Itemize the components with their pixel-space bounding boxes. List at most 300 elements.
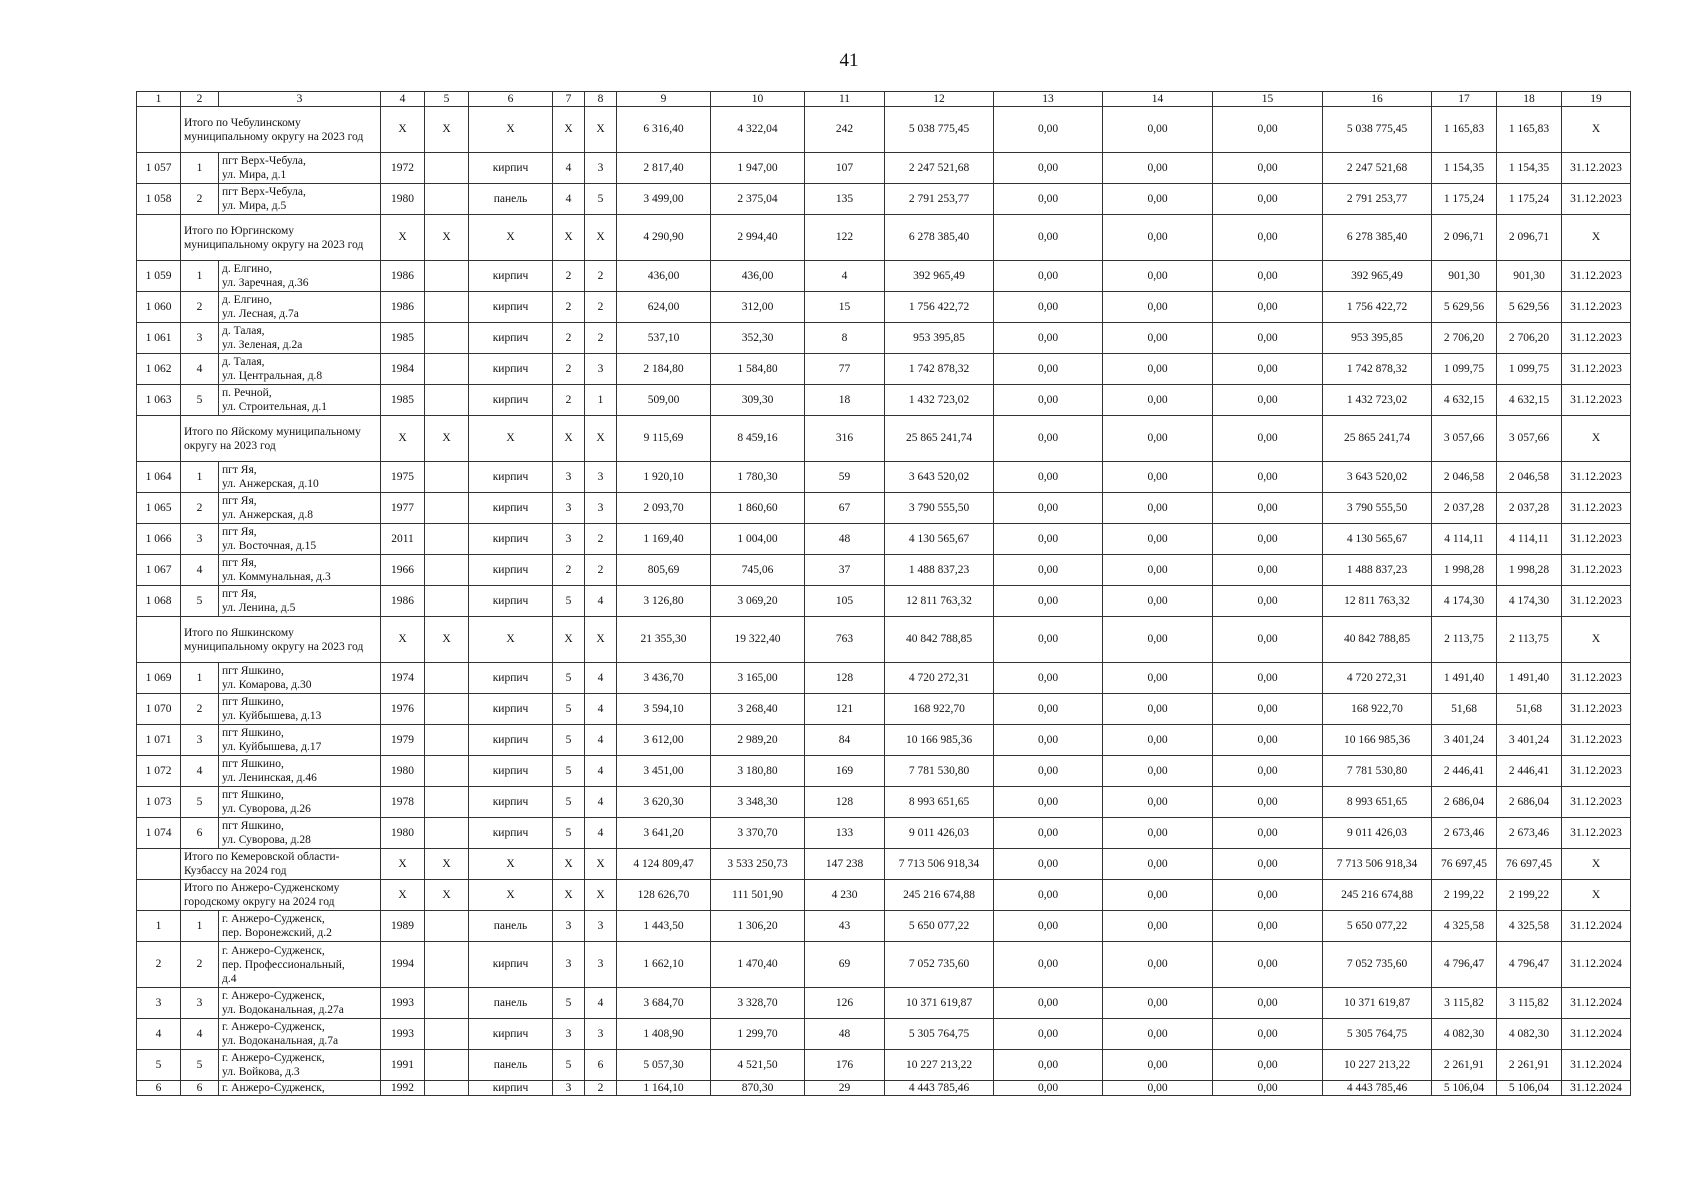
cell-col-11: 8	[805, 323, 885, 354]
header-cell: 2	[181, 92, 219, 107]
cell-col-10: 2 375,04	[711, 184, 805, 215]
cell-col-8: 2	[585, 555, 617, 586]
cell-col-19: 31.12.2023	[1562, 261, 1631, 292]
header-cell: 6	[469, 92, 553, 107]
cell-col-6: кирпич	[469, 153, 553, 184]
cell-col-5	[425, 292, 469, 323]
cell-col-13: 0,00	[994, 107, 1103, 153]
cell-col-12: 40 842 788,85	[885, 617, 994, 663]
cell-col-9: 6 316,40	[617, 107, 711, 153]
cell-col-19: 31.12.2023	[1562, 354, 1631, 385]
cell-col-5	[425, 663, 469, 694]
row-number-cell: 1 069	[137, 663, 181, 694]
cell-col-17: 2 446,41	[1432, 756, 1497, 787]
table-row	[137, 184, 1631, 215]
cell-col-13: 0,00	[994, 462, 1103, 493]
row-number-cell: 1 073	[137, 787, 181, 818]
cell-col-19: 31.12.2023	[1562, 725, 1631, 756]
cell-col-10: 3 328,70	[711, 988, 805, 1019]
cell-col-10: 1 947,00	[711, 153, 805, 184]
address-cell: пгт Яя, ул. Ленина, д.5	[219, 586, 381, 617]
cell-col-8: 4	[585, 818, 617, 849]
cell-col-16: 4 443 785,46	[1323, 1081, 1432, 1096]
cell-col-8: X	[585, 215, 617, 261]
cell-col-19: X	[1562, 849, 1631, 880]
cell-col-19: 31.12.2024	[1562, 1050, 1631, 1081]
cell-col-7: 5	[553, 1050, 585, 1081]
table-row	[137, 725, 1631, 756]
cell-col-11: 107	[805, 153, 885, 184]
cell-col-6: панель	[469, 1050, 553, 1081]
cell-col-18: 4 114,11	[1497, 524, 1562, 555]
table-row	[137, 385, 1631, 416]
row-number-cell: 1 062	[137, 354, 181, 385]
address-cell: д. Елгино, ул. Заречная, д.36	[219, 261, 381, 292]
cell-col-11: 4	[805, 261, 885, 292]
local-number-cell: 1	[181, 663, 219, 694]
cell-col-7: 4	[553, 153, 585, 184]
cell-col-16: 1 488 837,23	[1323, 555, 1432, 586]
cell-col-16: 7 781 530,80	[1323, 756, 1432, 787]
cell-col-10: 870,30	[711, 1081, 805, 1096]
cell-col-10: 111 501,90	[711, 880, 805, 911]
cell-col-14: 0,00	[1103, 215, 1213, 261]
cell-col-9: 805,69	[617, 555, 711, 586]
cell-col-13: 0,00	[994, 942, 1103, 988]
cell-col-12: 12 811 763,32	[885, 586, 994, 617]
cell-col-15: 0,00	[1213, 725, 1323, 756]
cell-col-14: 0,00	[1103, 942, 1213, 988]
header-cell: 17	[1432, 92, 1497, 107]
address-cell: пгт Яшкино, ул. Суворова, д.26	[219, 787, 381, 818]
table-row	[137, 694, 1631, 725]
cell-col-8: 4	[585, 586, 617, 617]
cell-col-11: 763	[805, 617, 885, 663]
cell-col-12: 9 011 426,03	[885, 818, 994, 849]
cell-col-14: 0,00	[1103, 107, 1213, 153]
local-number-cell: 3	[181, 323, 219, 354]
cell-col-15: 0,00	[1213, 524, 1323, 555]
cell-col-19: 31.12.2023	[1562, 524, 1631, 555]
cell-col-15: 0,00	[1213, 988, 1323, 1019]
cell-col-9: 5 057,30	[617, 1050, 711, 1081]
cell-col-11: 122	[805, 215, 885, 261]
cell-col-9: 1 164,10	[617, 1081, 711, 1096]
total-label-cell: Итого по Кемеровской области-Кузбассу на 2024 год	[181, 849, 381, 880]
cell-col-8: X	[585, 416, 617, 462]
cell-col-12: 4 443 785,46	[885, 1081, 994, 1096]
cell-col-13: 0,00	[994, 818, 1103, 849]
cell-col-15: 0,00	[1213, 1050, 1323, 1081]
cell-col-10: 1 004,00	[711, 524, 805, 555]
cell-col-8: 4	[585, 756, 617, 787]
cell-col-14: 0,00	[1103, 617, 1213, 663]
cell-col-12: 5 038 775,45	[885, 107, 994, 153]
cell-col-8: X	[585, 880, 617, 911]
cell-col-14: 0,00	[1103, 462, 1213, 493]
cell-col-11: 126	[805, 988, 885, 1019]
cell-col-12: 2 247 521,68	[885, 153, 994, 184]
row-number-cell: 2	[137, 942, 181, 988]
cell-col-10: 8 459,16	[711, 416, 805, 462]
cell-col-6: X	[469, 215, 553, 261]
cell-col-19: 31.12.2024	[1562, 911, 1631, 942]
address-cell: пгт Яя, ул. Восточная, д.15	[219, 524, 381, 555]
row-number-cell: 1 061	[137, 323, 181, 354]
cell-col-8: 4	[585, 694, 617, 725]
cell-col-9: 1 408,90	[617, 1019, 711, 1050]
cell-col-16: 5 650 077,22	[1323, 911, 1432, 942]
cell-col-5: X	[425, 107, 469, 153]
cell-col-8: 3	[585, 911, 617, 942]
cell-col-18: 4 796,47	[1497, 942, 1562, 988]
cell-col-6: кирпич	[469, 586, 553, 617]
local-number-cell: 4	[181, 1019, 219, 1050]
address-cell: г. Анжеро-Судженск,	[219, 1081, 381, 1096]
cell-col-4: 1980	[381, 818, 425, 849]
row-number-cell: 1 064	[137, 462, 181, 493]
cell-col-13: 0,00	[994, 261, 1103, 292]
cell-col-13: 0,00	[994, 725, 1103, 756]
cell-col-8: 3	[585, 1019, 617, 1050]
row-number-cell: 1 059	[137, 261, 181, 292]
cell-col-18: 4 325,58	[1497, 911, 1562, 942]
cell-col-8: 4	[585, 725, 617, 756]
cell-col-14: 0,00	[1103, 725, 1213, 756]
table-row	[137, 787, 1631, 818]
cell-col-7: 3	[553, 462, 585, 493]
cell-col-7: 4	[553, 184, 585, 215]
cell-col-5	[425, 694, 469, 725]
cell-col-13: 0,00	[994, 323, 1103, 354]
row-number-cell: 1 068	[137, 586, 181, 617]
cell-col-8: X	[585, 849, 617, 880]
cell-col-18: 2 113,75	[1497, 617, 1562, 663]
cell-col-8: 3	[585, 493, 617, 524]
cell-col-4: X	[381, 215, 425, 261]
cell-col-10: 2 994,40	[711, 215, 805, 261]
cell-col-19: 31.12.2024	[1562, 988, 1631, 1019]
total-row	[137, 107, 1631, 153]
cell-col-14: 0,00	[1103, 787, 1213, 818]
cell-col-7: 2	[553, 292, 585, 323]
header-cell: 18	[1497, 92, 1562, 107]
address-cell: пгт Верх-Чебула, ул. Мира, д.1	[219, 153, 381, 184]
cell-col-19: 31.12.2023	[1562, 756, 1631, 787]
cell-col-15: 0,00	[1213, 849, 1323, 880]
cell-col-17: 4 114,11	[1432, 524, 1497, 555]
cell-col-14: 0,00	[1103, 880, 1213, 911]
cell-col-15: 0,00	[1213, 555, 1323, 586]
cell-col-6: кирпич	[469, 323, 553, 354]
cell-col-17: 1 165,83	[1432, 107, 1497, 153]
cell-col-13: 0,00	[994, 663, 1103, 694]
cell-col-14: 0,00	[1103, 1019, 1213, 1050]
cell-col-17: 2 706,20	[1432, 323, 1497, 354]
cell-col-4: 1974	[381, 663, 425, 694]
cell-col-11: 48	[805, 1019, 885, 1050]
local-number-cell: 1	[181, 462, 219, 493]
table-row	[137, 1050, 1631, 1081]
cell-col-17: 3 401,24	[1432, 725, 1497, 756]
header-cell: 15	[1213, 92, 1323, 107]
cell-col-16: 10 371 619,87	[1323, 988, 1432, 1019]
table-row	[137, 354, 1631, 385]
cell-col-6: кирпич	[469, 818, 553, 849]
header-cell: 5	[425, 92, 469, 107]
cell-col-16: 25 865 241,74	[1323, 416, 1432, 462]
cell-col-11: 135	[805, 184, 885, 215]
cell-col-14: 0,00	[1103, 261, 1213, 292]
cell-col-19: 31.12.2023	[1562, 462, 1631, 493]
cell-col-6: кирпич	[469, 292, 553, 323]
address-cell: пгт Яя, ул. Анжерская, д.10	[219, 462, 381, 493]
cell-col-15: 0,00	[1213, 787, 1323, 818]
cell-col-6: панель	[469, 988, 553, 1019]
cell-col-12: 6 278 385,40	[885, 215, 994, 261]
cell-col-7: 3	[553, 911, 585, 942]
cell-col-12: 1 488 837,23	[885, 555, 994, 586]
cell-col-8: 3	[585, 942, 617, 988]
cell-col-4: 1980	[381, 184, 425, 215]
table-row	[137, 555, 1631, 586]
cell-col-14: 0,00	[1103, 663, 1213, 694]
cell-col-13: 0,00	[994, 586, 1103, 617]
cell-col-13: 0,00	[994, 694, 1103, 725]
cell-col-6: кирпич	[469, 493, 553, 524]
empty-cell	[137, 849, 181, 880]
cell-col-5: X	[425, 849, 469, 880]
header-cell: 12	[885, 92, 994, 107]
cell-col-12: 1 742 878,32	[885, 354, 994, 385]
local-number-cell: 2	[181, 292, 219, 323]
cell-col-15: 0,00	[1213, 942, 1323, 988]
cell-col-19: X	[1562, 617, 1631, 663]
cell-col-9: 624,00	[617, 292, 711, 323]
local-number-cell: 2	[181, 942, 219, 988]
cell-col-9: 3 499,00	[617, 184, 711, 215]
cell-col-13: 0,00	[994, 1019, 1103, 1050]
local-number-cell: 1	[181, 153, 219, 184]
cell-col-9: 128 626,70	[617, 880, 711, 911]
cell-col-14: 0,00	[1103, 849, 1213, 880]
cell-col-12: 10 371 619,87	[885, 988, 994, 1019]
cell-col-11: 176	[805, 1050, 885, 1081]
total-label-cell: Итого по Яйскому муниципальному округу на 2023 год	[181, 416, 381, 462]
table-row	[137, 1019, 1631, 1050]
header-cell: 1	[137, 92, 181, 107]
cell-col-14: 0,00	[1103, 1050, 1213, 1081]
cell-col-5	[425, 787, 469, 818]
cell-col-8: 5	[585, 184, 617, 215]
cell-col-10: 2 989,20	[711, 725, 805, 756]
cell-col-7: 2	[553, 323, 585, 354]
cell-col-8: 1	[585, 385, 617, 416]
row-number-cell: 1 074	[137, 818, 181, 849]
cell-col-5	[425, 1081, 469, 1096]
cell-col-11: 121	[805, 694, 885, 725]
cell-col-10: 3 370,70	[711, 818, 805, 849]
cell-col-18: 5 106,04	[1497, 1081, 1562, 1096]
local-number-cell: 2	[181, 694, 219, 725]
cell-col-17: 1 175,24	[1432, 184, 1497, 215]
cell-col-16: 7 052 735,60	[1323, 942, 1432, 988]
table-row	[137, 153, 1631, 184]
cell-col-16: 1 742 878,32	[1323, 354, 1432, 385]
cell-col-19: 31.12.2023	[1562, 292, 1631, 323]
cell-col-18: 4 082,30	[1497, 1019, 1562, 1050]
row-number-cell: 3	[137, 988, 181, 1019]
total-row	[137, 880, 1631, 911]
cell-col-16: 3 790 555,50	[1323, 493, 1432, 524]
cell-col-7: 5	[553, 818, 585, 849]
cell-col-9: 509,00	[617, 385, 711, 416]
cell-col-19: 31.12.2023	[1562, 184, 1631, 215]
address-cell: г. Анжеро-Судженск, ул. Войкова, д.3	[219, 1050, 381, 1081]
cell-col-19: 31.12.2023	[1562, 493, 1631, 524]
cell-col-9: 21 355,30	[617, 617, 711, 663]
cell-col-9: 436,00	[617, 261, 711, 292]
local-number-cell: 4	[181, 756, 219, 787]
cell-col-15: 0,00	[1213, 416, 1323, 462]
cell-col-7: X	[553, 215, 585, 261]
cell-col-10: 4 322,04	[711, 107, 805, 153]
cell-col-5	[425, 261, 469, 292]
cell-col-17: 4 325,58	[1432, 911, 1497, 942]
header-cell: 7	[553, 92, 585, 107]
cell-col-12: 3 643 520,02	[885, 462, 994, 493]
cell-col-16: 1 756 422,72	[1323, 292, 1432, 323]
cell-col-12: 8 993 651,65	[885, 787, 994, 818]
cell-col-6: X	[469, 849, 553, 880]
cell-col-5	[425, 756, 469, 787]
cell-col-4: 1986	[381, 292, 425, 323]
cell-col-13: 0,00	[994, 493, 1103, 524]
address-cell: г. Анжеро-Судженск, ул. Водоканальная, д.7а	[219, 1019, 381, 1050]
cell-col-18: 1 154,35	[1497, 153, 1562, 184]
cell-col-5	[425, 184, 469, 215]
total-label-cell: Итого по Яшкинскому муниципальному округу на 2023 год	[181, 617, 381, 663]
cell-col-5	[425, 942, 469, 988]
cell-col-5	[425, 354, 469, 385]
cell-col-14: 0,00	[1103, 555, 1213, 586]
cell-col-8: 3	[585, 462, 617, 493]
cell-col-6: кирпич	[469, 942, 553, 988]
table-row	[137, 818, 1631, 849]
cell-col-9: 3 451,00	[617, 756, 711, 787]
cell-col-10: 3 348,30	[711, 787, 805, 818]
cell-col-4: 1978	[381, 787, 425, 818]
cell-col-17: 1 099,75	[1432, 354, 1497, 385]
cell-col-19: 31.12.2023	[1562, 694, 1631, 725]
cell-col-6: кирпич	[469, 756, 553, 787]
cell-col-19: X	[1562, 215, 1631, 261]
cell-col-19: 31.12.2023	[1562, 555, 1631, 586]
cell-col-6: кирпич	[469, 694, 553, 725]
cell-col-5	[425, 493, 469, 524]
cell-col-4: 1976	[381, 694, 425, 725]
row-number-cell: 4	[137, 1019, 181, 1050]
total-row	[137, 617, 1631, 663]
cell-col-5	[425, 818, 469, 849]
cell-col-12: 1 756 422,72	[885, 292, 994, 323]
cell-col-19: 31.12.2023	[1562, 818, 1631, 849]
cell-col-5: X	[425, 215, 469, 261]
cell-col-11: 48	[805, 524, 885, 555]
cell-col-12: 1 432 723,02	[885, 385, 994, 416]
header-cell: 9	[617, 92, 711, 107]
address-cell: п. Речной, ул. Строительная, д.1	[219, 385, 381, 416]
cell-col-18: 2 706,20	[1497, 323, 1562, 354]
cell-col-17: 76 697,45	[1432, 849, 1497, 880]
cell-col-16: 4 720 272,31	[1323, 663, 1432, 694]
cell-col-6: кирпич	[469, 524, 553, 555]
cell-col-4: 1977	[381, 493, 425, 524]
cell-col-8: 2	[585, 292, 617, 323]
cell-col-16: 5 038 775,45	[1323, 107, 1432, 153]
table-body	[137, 92, 1631, 1096]
cell-col-6: панель	[469, 911, 553, 942]
cell-col-15: 0,00	[1213, 663, 1323, 694]
address-cell: пгт Яшкино, ул. Куйбышева, д.17	[219, 725, 381, 756]
cell-col-12: 5 650 077,22	[885, 911, 994, 942]
cell-col-13: 0,00	[994, 385, 1103, 416]
empty-cell	[137, 215, 181, 261]
cell-col-18: 3 115,82	[1497, 988, 1562, 1019]
cell-col-13: 0,00	[994, 184, 1103, 215]
cell-col-6: X	[469, 107, 553, 153]
cell-col-4: 1966	[381, 555, 425, 586]
row-number-cell: 1 057	[137, 153, 181, 184]
cell-col-18: 3 057,66	[1497, 416, 1562, 462]
cell-col-14: 0,00	[1103, 911, 1213, 942]
cell-col-11: 169	[805, 756, 885, 787]
cell-col-8: 6	[585, 1050, 617, 1081]
table-row	[137, 942, 1631, 988]
header-cell: 4	[381, 92, 425, 107]
cell-col-11: 67	[805, 493, 885, 524]
address-cell: пгт Яя, ул. Коммунальная, д.3	[219, 555, 381, 586]
address-cell: пгт Яшкино, ул. Суворова, д.28	[219, 818, 381, 849]
local-number-cell: 1	[181, 911, 219, 942]
cell-col-5	[425, 586, 469, 617]
header-cell: 14	[1103, 92, 1213, 107]
cell-col-9: 4 124 809,47	[617, 849, 711, 880]
cell-col-9: 3 436,70	[617, 663, 711, 694]
address-cell: пгт Яшкино, ул. Куйбышева, д.13	[219, 694, 381, 725]
column-number-header	[137, 92, 1631, 107]
cell-col-11: 316	[805, 416, 885, 462]
cell-col-11: 128	[805, 663, 885, 694]
cell-col-11: 128	[805, 787, 885, 818]
cell-col-14: 0,00	[1103, 493, 1213, 524]
cell-col-7: 2	[553, 261, 585, 292]
cell-col-8: 2	[585, 323, 617, 354]
cell-col-17: 4 174,30	[1432, 586, 1497, 617]
cell-col-12: 5 305 764,75	[885, 1019, 994, 1050]
cell-col-17: 901,30	[1432, 261, 1497, 292]
cell-col-9: 3 612,00	[617, 725, 711, 756]
address-cell: г. Анжеро-Судженск, пер. Воронежский, д.2	[219, 911, 381, 942]
cell-col-11: 29	[805, 1081, 885, 1096]
cell-col-14: 0,00	[1103, 524, 1213, 555]
cell-col-13: 0,00	[994, 1050, 1103, 1081]
cell-col-8: 3	[585, 153, 617, 184]
cell-col-4: 1985	[381, 385, 425, 416]
cell-col-5	[425, 524, 469, 555]
cell-col-19: 31.12.2023	[1562, 153, 1631, 184]
cell-col-7: 3	[553, 524, 585, 555]
